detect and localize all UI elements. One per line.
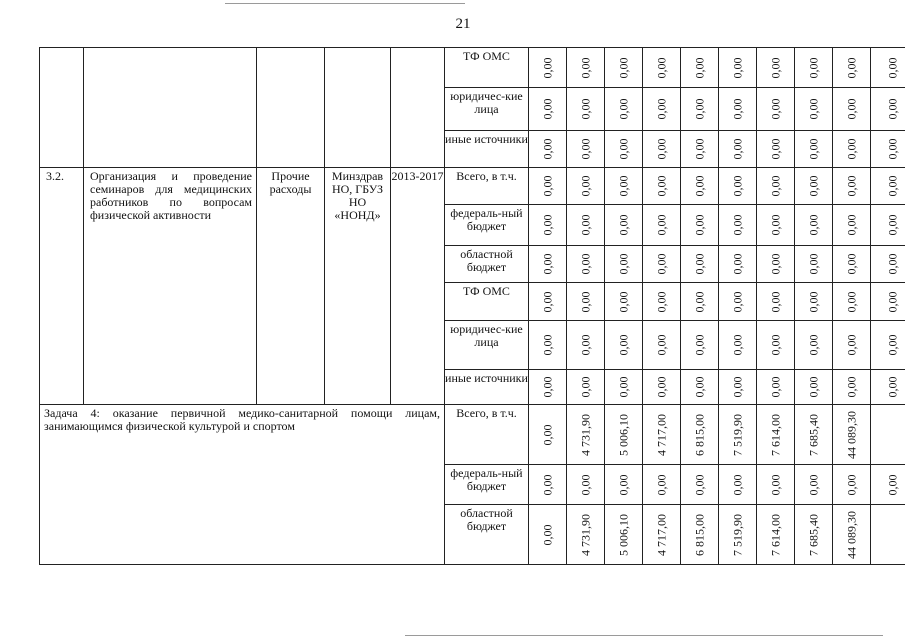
value-text: 0,00: [616, 334, 630, 356]
value-cell: [529, 370, 567, 405]
table-row: [40, 168, 905, 205]
value-cell: [681, 48, 719, 88]
value-cell: [795, 88, 833, 131]
item-name: Организация и проведение семинаров для медицинских работников по вопросам физической активности: [84, 168, 257, 405]
value-cell: [529, 168, 567, 205]
value-text: 0,00: [654, 214, 668, 236]
value-text: 0,00: [540, 138, 554, 160]
value-text: 0,00: [885, 334, 900, 356]
value-cell: [605, 88, 643, 131]
value-text: 0,00: [885, 253, 900, 275]
value-text: 0,00: [885, 57, 900, 78]
source-label: областной бюджет: [445, 505, 529, 565]
value-text: 0,00: [654, 334, 668, 356]
table-row: [40, 405, 905, 465]
value-text: 4 731,90: [578, 413, 592, 456]
value-cell: [681, 131, 719, 168]
source-label: Всего, в т.ч.: [445, 405, 529, 465]
value-cell: [719, 48, 757, 88]
value-text: 0,00: [654, 474, 668, 495]
value-cell: [643, 405, 681, 465]
value-cell: [719, 505, 757, 565]
value-text: 0,00: [578, 57, 592, 78]
source-label: ТФ ОМС: [445, 48, 529, 88]
value-text: 0,00: [616, 253, 630, 275]
blank-executor-cell: [325, 48, 391, 168]
value-text: 0,00: [768, 57, 782, 78]
value-cell: [681, 283, 719, 321]
value-text: 7 519,90: [730, 413, 744, 456]
value-text: 7 614,00: [768, 513, 782, 556]
value-cell: [681, 205, 719, 246]
value-cell: [833, 505, 871, 565]
value-text: 7 519,90: [730, 513, 744, 556]
value-text: 0,00: [654, 291, 668, 312]
value-cell: [529, 405, 567, 465]
value-cell: [643, 246, 681, 283]
value-text: 0,00: [730, 253, 744, 275]
value-cell: [757, 168, 795, 205]
value-cell: [833, 405, 871, 465]
value-text: 0,00: [654, 138, 668, 160]
source-label: федераль-ный бюджет: [445, 205, 529, 246]
source-label: иные источники: [445, 370, 529, 405]
value-cell: [681, 321, 719, 370]
value-text: 0,00: [730, 138, 744, 160]
value-text: 4 731,90: [578, 513, 592, 556]
blank-name-cell: [84, 48, 257, 168]
value-cell: [795, 465, 833, 505]
value-cell: [529, 321, 567, 370]
value-text: 0,00: [806, 291, 820, 312]
value-cell: [567, 88, 605, 131]
value-text: 0,00: [654, 253, 668, 275]
value-cell: [757, 321, 795, 370]
value-cell: [567, 246, 605, 283]
value-cell: [643, 321, 681, 370]
value-cell: [871, 370, 905, 405]
value-cell: [757, 246, 795, 283]
value-cell: [529, 88, 567, 131]
value-text: 0,00: [806, 334, 820, 356]
value-cell: [529, 505, 567, 565]
value-text: 0,00: [616, 474, 630, 495]
value-cell: [681, 370, 719, 405]
value-cell: [757, 131, 795, 168]
value-cell: [567, 370, 605, 405]
value-text: 0,00: [578, 474, 592, 495]
value-text: 0,00: [540, 253, 554, 275]
value-text: 0,00: [844, 291, 858, 312]
value-text: 0,00: [540, 57, 554, 78]
value-cell: [871, 283, 905, 321]
value-text: 0,00: [540, 424, 554, 445]
value-text: 0,00: [768, 138, 782, 160]
value-cell: [567, 505, 605, 565]
blank-id-cell: [40, 48, 84, 168]
value-text: 0,00: [885, 214, 900, 236]
value-text: 4 717,00: [654, 513, 668, 556]
value-text: 0,00: [844, 474, 858, 495]
item-expense-type: Прочие расходы: [257, 168, 325, 405]
value-text: 0,00: [540, 334, 554, 356]
value-text: 7 614,00: [768, 413, 782, 456]
value-cell: [605, 465, 643, 505]
value-text: 5 006,10: [616, 413, 630, 456]
value-text: 0,00: [885, 474, 900, 495]
value-text: 0,00: [806, 98, 820, 120]
value-text: 0,00: [844, 334, 858, 356]
value-cell: [529, 246, 567, 283]
value-text: 0,00: [578, 376, 592, 398]
value-cell: [757, 505, 795, 565]
value-cell: [643, 465, 681, 505]
value-text: 0,00: [692, 334, 706, 356]
value-cell: [567, 168, 605, 205]
value-cell: [833, 283, 871, 321]
value-text: 0,00: [692, 57, 706, 78]
value-cell: [795, 48, 833, 88]
value-cell: [833, 205, 871, 246]
value-text: 0,00: [885, 98, 900, 120]
value-cell: [795, 505, 833, 565]
value-cell: [795, 168, 833, 205]
blank-period-cell: [391, 48, 445, 168]
value-text: 0,00: [692, 253, 706, 275]
value-cell: [871, 465, 905, 505]
value-text: 0,00: [692, 214, 706, 236]
value-cell: [757, 405, 795, 465]
value-cell: [719, 370, 757, 405]
value-cell: [719, 283, 757, 321]
value-text: 0,00: [654, 98, 668, 120]
value-cell: [833, 48, 871, 88]
value-cell: [643, 283, 681, 321]
value-cell: [529, 205, 567, 246]
value-cell: [719, 405, 757, 465]
value-cell: [795, 205, 833, 246]
value-cell: [719, 168, 757, 205]
value-text: 0,00: [730, 175, 744, 197]
value-text: 0,00: [578, 291, 592, 312]
value-cell: [719, 205, 757, 246]
value-text: 0,00: [730, 214, 744, 236]
value-cell: [833, 131, 871, 168]
value-text: 0,00: [768, 334, 782, 356]
value-cell: [833, 88, 871, 131]
value-text: 0,00: [806, 214, 820, 236]
value-text: 0,00: [616, 57, 630, 78]
value-cell: [605, 283, 643, 321]
value-text: 44 089,30: [844, 410, 858, 459]
program-table: [39, 47, 905, 565]
source-label: федераль-ный бюджет: [445, 465, 529, 505]
value-text: 0,00: [844, 98, 858, 120]
value-text: 0,00: [730, 474, 744, 495]
value-text: 0,00: [806, 253, 820, 275]
value-text: 0,00: [540, 98, 554, 120]
value-text: 0,00: [692, 175, 706, 197]
item-number: 3.2.: [40, 168, 84, 405]
value-text: 0,00: [692, 474, 706, 495]
value-cell: [681, 465, 719, 505]
value-text: 0,00: [616, 138, 630, 160]
value-text: 0,00: [806, 175, 820, 197]
item-executor: Минздрав НО, ГБУЗ НО «НОНД»: [325, 168, 391, 405]
value-text: 0,00: [768, 175, 782, 197]
value-text: 0,00: [730, 334, 744, 356]
value-text: 0,00: [540, 474, 554, 495]
value-cell: [605, 48, 643, 88]
value-cell: [681, 405, 719, 465]
value-cell: [529, 131, 567, 168]
source-label: иные источники: [445, 131, 529, 168]
value-text: 0,00: [578, 334, 592, 356]
value-text: 0,00: [806, 57, 820, 78]
value-text: 0,00: [844, 376, 858, 398]
value-cell: [833, 246, 871, 283]
value-text: 0,00: [578, 214, 592, 236]
value-cell: [681, 88, 719, 131]
value-cell: [567, 131, 605, 168]
value-text: 0,00: [806, 474, 820, 495]
value-text: 0,00: [578, 253, 592, 275]
value-cell: [833, 321, 871, 370]
page-number: 21: [455, 16, 471, 32]
value-cell: [719, 465, 757, 505]
value-text: 0,00: [730, 57, 744, 78]
value-text: 0,00: [692, 291, 706, 312]
value-cell: [871, 131, 905, 168]
value-text: 5 006,10: [616, 513, 630, 556]
value-cell: [871, 321, 905, 370]
value-text: 0,00: [540, 376, 554, 398]
value-text: 0,00: [844, 253, 858, 275]
value-cell: [757, 283, 795, 321]
value-text: 0,00: [730, 376, 744, 398]
value-cell: [757, 370, 795, 405]
value-cell: [529, 48, 567, 88]
table-body: [40, 48, 905, 565]
value-cell: [643, 48, 681, 88]
value-cell: [643, 205, 681, 246]
value-cell: [871, 405, 905, 465]
value-cell: [795, 246, 833, 283]
value-cell: [719, 321, 757, 370]
value-cell: [833, 370, 871, 405]
value-cell: [757, 48, 795, 88]
scan-artifact-line-bottom: [405, 635, 883, 636]
value-cell: [529, 283, 567, 321]
value-cell: [757, 465, 795, 505]
value-text: 0,00: [654, 175, 668, 197]
source-label: юридичес-кие лица: [445, 321, 529, 370]
value-text: 44 089,30: [844, 510, 858, 559]
value-cell: [719, 131, 757, 168]
value-cell: [605, 246, 643, 283]
value-cell: [605, 131, 643, 168]
value-text: 0,00: [730, 98, 744, 120]
value-text: 6 815,00: [692, 513, 706, 556]
value-text: 0,00: [885, 138, 900, 160]
value-cell: [605, 505, 643, 565]
source-label: Всего, в т.ч.: [445, 168, 529, 205]
value-text: 0,00: [616, 214, 630, 236]
value-text: 0,00: [616, 291, 630, 312]
value-cell: [833, 168, 871, 205]
source-label: ТФ ОМС: [445, 283, 529, 321]
value-text: 0,00: [844, 57, 858, 78]
item-period: 2013-2017: [391, 168, 445, 405]
value-text: 0,00: [768, 98, 782, 120]
value-cell: [871, 246, 905, 283]
value-cell: [871, 168, 905, 205]
value-cell: [871, 505, 905, 565]
value-text: 0,00: [768, 376, 782, 398]
value-cell: [719, 246, 757, 283]
value-cell: [643, 370, 681, 405]
value-cell: [643, 168, 681, 205]
value-text: 0,00: [692, 376, 706, 398]
value-cell: [643, 505, 681, 565]
value-cell: [757, 205, 795, 246]
value-text: 0,00: [730, 291, 744, 312]
value-text: 0,00: [540, 214, 554, 236]
value-cell: [605, 370, 643, 405]
value-cell: [795, 370, 833, 405]
source-label: областной бюджет: [445, 246, 529, 283]
value-text: 0,00: [540, 524, 554, 545]
source-label: юридичес-кие лица: [445, 88, 529, 131]
value-cell: [643, 88, 681, 131]
value-text: 0,00: [768, 474, 782, 495]
value-text: 0,00: [578, 98, 592, 120]
value-text: 0,00: [654, 376, 668, 398]
value-cell: [567, 48, 605, 88]
value-text: 0,00: [844, 214, 858, 236]
value-cell: [567, 205, 605, 246]
blank-expense-cell: [257, 48, 325, 168]
value-text: 0,00: [768, 214, 782, 236]
value-text: 0,00: [885, 376, 900, 398]
value-text: 0,00: [692, 138, 706, 160]
value-cell: [681, 168, 719, 205]
value-text: 0,00: [844, 138, 858, 160]
value-text: 6 815,00: [692, 413, 706, 456]
value-text: 0,00: [768, 291, 782, 312]
value-cell: [681, 246, 719, 283]
value-text: 0,00: [654, 57, 668, 78]
value-text: 0,00: [540, 175, 554, 197]
scan-artifact-line-top: [225, 3, 465, 4]
value-cell: [567, 283, 605, 321]
value-text: 0,00: [578, 175, 592, 197]
value-text: 0,00: [540, 291, 554, 312]
value-cell: [605, 168, 643, 205]
value-text: 0,00: [885, 291, 900, 312]
value-text: 0,00: [885, 175, 900, 197]
value-text: 0,00: [578, 138, 592, 160]
value-cell: [757, 88, 795, 131]
value-cell: [605, 405, 643, 465]
value-cell: [681, 505, 719, 565]
value-cell: [529, 465, 567, 505]
value-cell: [643, 131, 681, 168]
value-text: 0,00: [616, 175, 630, 197]
value-cell: [719, 88, 757, 131]
value-text: 7 685,40: [806, 413, 820, 456]
value-text: 0,00: [768, 253, 782, 275]
value-cell: [605, 321, 643, 370]
value-cell: [871, 88, 905, 131]
value-text: 4 717,00: [654, 413, 668, 456]
table-row: [40, 48, 905, 88]
value-cell: [795, 283, 833, 321]
value-cell: [871, 205, 905, 246]
value-cell: [871, 48, 905, 88]
value-text: 7 685,40: [806, 513, 820, 556]
value-text: 0,00: [692, 98, 706, 120]
value-cell: [567, 465, 605, 505]
value-cell: [833, 465, 871, 505]
value-cell: [567, 405, 605, 465]
task-title: Задача 4: оказание первичной медико-санитарной помощи лицам, занимающимся физической культурой и спортом: [40, 405, 445, 565]
value-cell: [605, 205, 643, 246]
value-cell: [795, 131, 833, 168]
value-cell: [567, 321, 605, 370]
value-cell: [795, 405, 833, 465]
value-text: 0,00: [616, 376, 630, 398]
value-text: 0,00: [806, 138, 820, 160]
value-text: 0,00: [806, 376, 820, 398]
value-cell: [795, 321, 833, 370]
value-text: 0,00: [616, 98, 630, 120]
value-text: 0,00: [844, 175, 858, 197]
